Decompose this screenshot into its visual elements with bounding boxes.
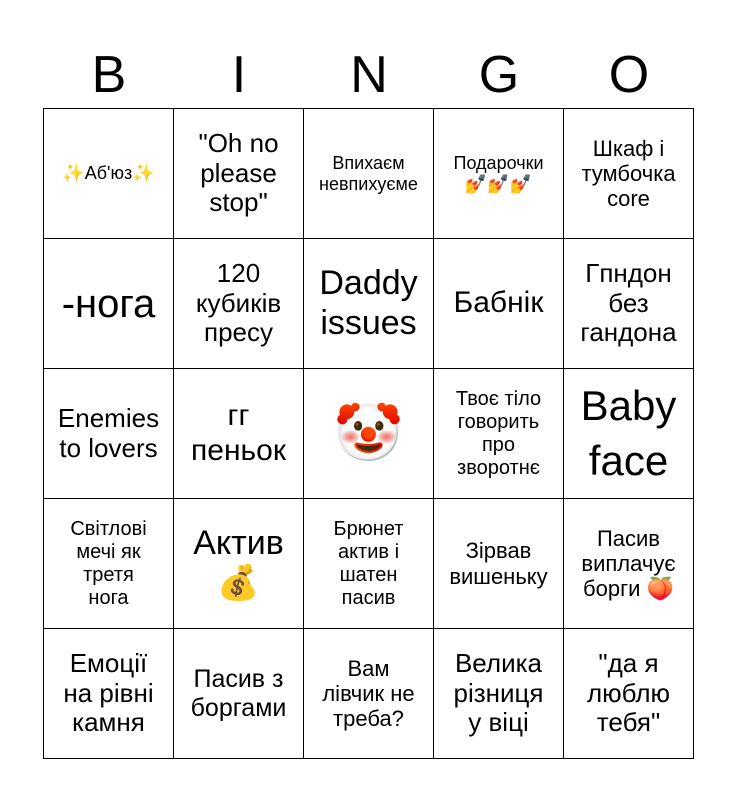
bingo-cell-r1c4[interactable]: Подарочки 💅💅💅: [434, 109, 564, 239]
header-letter-g: G: [478, 46, 520, 104]
header-letter-i: I: [231, 46, 247, 104]
bingo-cell-r4c5[interactable]: Пасив виплачує борги 🍑: [564, 499, 694, 629]
bingo-card: [43, 108, 694, 759]
bingo-cell-r5c3[interactable]: Вам лівчик не треба?: [304, 629, 434, 759]
bingo-header: [44, 40, 694, 110]
bingo-cell-r5c1[interactable]: Емоції на рівні камня: [44, 629, 174, 759]
bingo-cell-r5c2[interactable]: Пасив з боргами: [174, 629, 304, 759]
header-letter-n: N: [350, 46, 388, 104]
bingo-cell-r2c5[interactable]: Гпндон без гандона: [564, 239, 694, 369]
bingo-cell-free-clown[interactable]: 🤡: [304, 369, 434, 499]
bingo-cell-r2c2[interactable]: 120 кубиків пресу: [174, 239, 304, 369]
bingo-cell-r3c1[interactable]: Enemies to lovers: [44, 369, 174, 499]
header-letter-o: O: [608, 46, 650, 104]
bingo-cell-r5c4[interactable]: Велика різниця у віці: [434, 629, 564, 759]
header-letter-b: B: [91, 46, 127, 104]
bingo-cell-r5c5[interactable]: "да я люблю тебя": [564, 629, 694, 759]
bingo-cell-r1c3[interactable]: Впихаєм невпихуєме: [304, 109, 434, 239]
bingo-cell-r1c1[interactable]: ✨Аб'юз✨: [44, 109, 174, 239]
bingo-cell-r3c2[interactable]: гг пеньок: [174, 369, 304, 499]
bingo-cell-r4c2[interactable]: Актив 💰: [174, 499, 304, 629]
bingo-cell-r4c3[interactable]: Брюнет актив і шатен пасив: [304, 499, 434, 629]
bingo-cell-r1c2[interactable]: "Oh no please stop": [174, 109, 304, 239]
bingo-cell-r2c3[interactable]: Daddy issues: [304, 239, 434, 369]
bingo-cell-r4c4[interactable]: Зірвав вишеньку: [434, 499, 564, 629]
bingo-cell-r3c5[interactable]: Baby face: [564, 369, 694, 499]
bingo-cell-r1c5[interactable]: Шкаф і тумбочка core: [564, 109, 694, 239]
bingo-cell-r2c4[interactable]: Бабнік: [434, 239, 564, 369]
bingo-cell-r4c1[interactable]: Світлові мечі як третя нога: [44, 499, 174, 629]
bingo-cell-r2c1[interactable]: -нога: [44, 239, 174, 369]
bingo-cell-r3c4[interactable]: Твоє тіло говорить про зворотнє: [434, 369, 564, 499]
